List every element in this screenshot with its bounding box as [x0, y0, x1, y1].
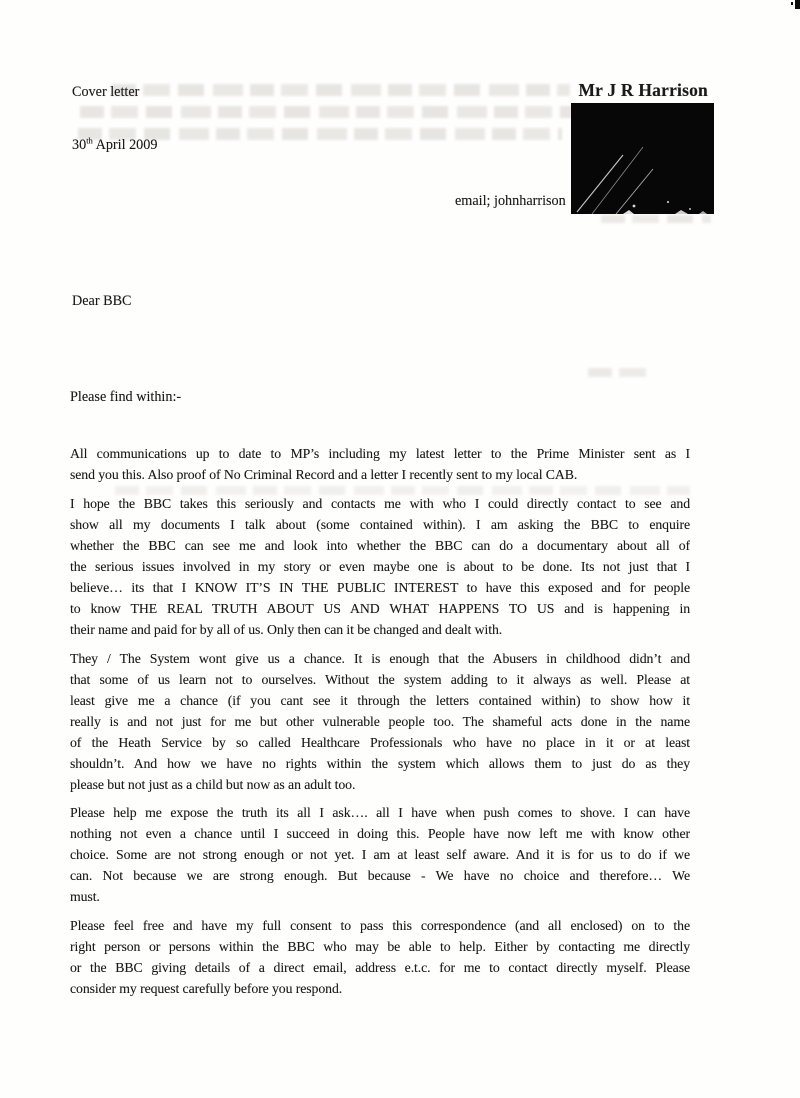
- paragraph-4: [70, 802, 690, 907]
- text-line: really is and not just for me but other vulnerable people too. The shameful acts done in the name: [70, 714, 690, 729]
- paragraph-2: [70, 493, 690, 640]
- text-line: consider my request carefully before you respond.: [70, 981, 343, 996]
- salutation: Dear BBC: [72, 293, 132, 309]
- paragraph-3: [70, 648, 690, 795]
- text-line: nothing not even a chance until I succeed in doing this. People have now left me with know other: [70, 826, 690, 841]
- scan-speck: [791, 2, 793, 5]
- text-line: must.: [70, 889, 100, 904]
- text-line: or the BBC giving details of a direct email, address e.t.c. for me to contact directly myself. Please: [70, 960, 690, 975]
- text-line: show all my documents I talk about (some contained within). I am asking the BBC to enquire: [70, 517, 690, 532]
- intro-line: Please find within:-: [70, 389, 182, 405]
- text-line: whether the BBC can see me and look into whether the BBC can do a documentary about all of: [70, 538, 690, 553]
- redaction-scratches: [571, 103, 714, 214]
- text-line: right person or persons within the BBC who may be able to help. Either by contacting me directly: [70, 939, 690, 954]
- text-line: of the Heath Service by so called Healthcare Professionals who have no place in it or at least: [70, 735, 690, 750]
- scan-speck: [795, 0, 800, 9]
- text-line: believe… its that I KNOW IT’S IN THE PUBLIC INTEREST to have this exposed and for people: [70, 580, 690, 595]
- text-line: their name and paid for by all of us. Only then can it be changed and dealt with.: [70, 622, 503, 637]
- paragraph-1: [70, 443, 690, 485]
- date-rest: April 2009: [92, 137, 158, 153]
- sender-name: Mr J R Harrison: [578, 80, 708, 100]
- email-line: email; johnharrison: [455, 193, 566, 209]
- text-line: choice. Some are not strong enough or not yet. I am at least self aware. And it is for us to do if we: [70, 847, 690, 862]
- text-line: can. Not because we are strong enough. But because - We have no choice and therefore… We: [70, 868, 690, 883]
- text-line: They / The System wont give us a chance. It is enough that the Abusers in childhood didn’t and: [70, 651, 690, 666]
- text-line: Please help me expose the truth its all I ask…. all I have when push comes to shove. I can have: [70, 805, 690, 820]
- text-line: shouldn’t. And how we have no rights within the system which allows them to just do as they: [70, 756, 690, 771]
- doc-label: Cover letter: [72, 84, 140, 100]
- text-line: least give me a chance (if you cant see it through the letters contained within) to show how it: [70, 693, 690, 708]
- text-line: I hope the BBC takes this seriously and contacts me with who I could directly contact to see and: [70, 496, 690, 511]
- text-line: to know THE REAL TRUTH ABOUT US AND WHAT HAPPENS TO US and is happening in: [70, 601, 690, 616]
- text-line: send you this. Also proof of No Criminal Record and a letter I recently sent to my local CAB.: [70, 467, 578, 482]
- paragraph-5: [70, 915, 690, 999]
- text-line: please but not just as a child but now as an adult too.: [70, 777, 356, 792]
- text-line: the serious issues involved in my story or even maybe one is about to be done. Its not just that I: [70, 559, 690, 574]
- date-ordinal-suffix: th: [86, 135, 93, 146]
- date-day: 30: [72, 137, 87, 153]
- redaction-box: [571, 103, 714, 214]
- text-line: Please feel free and have my full consent to pass this correspondence (and all enclosed) on to the: [70, 918, 690, 933]
- text-line: All communications up to date to MP’s including my latest letter to the Prime Minister sent as I: [70, 446, 690, 461]
- text-line: that some of us learn not to ourselves. Without the system adding to it always as well. Please at: [70, 672, 690, 687]
